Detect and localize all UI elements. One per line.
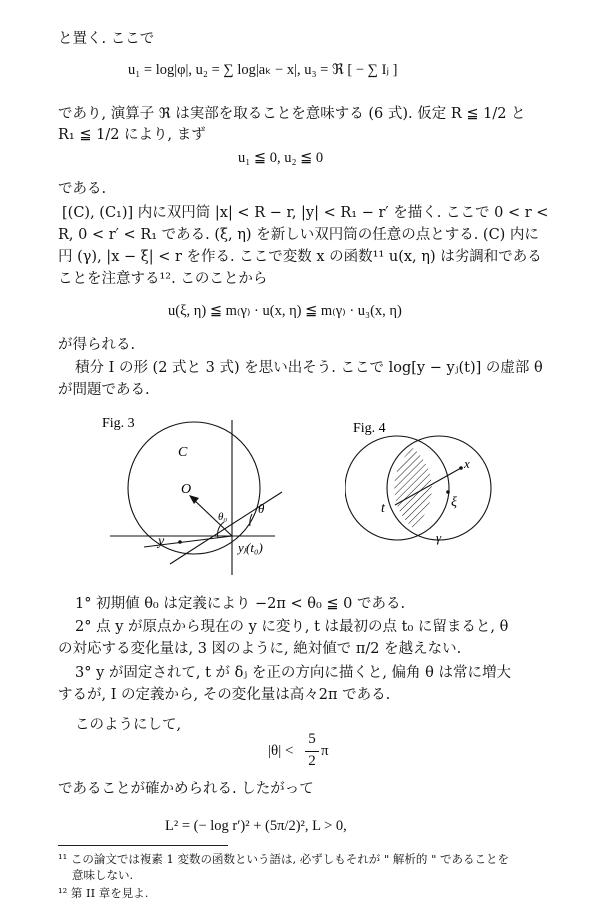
text-line: と置く. ここで (58, 31, 155, 47)
text-line: 3° y が固定されて, t が δⱼ を正の方向に描くと, 偏角 θ は常に増大 (75, 665, 511, 681)
eq4-lhs: |θ| < (268, 743, 294, 759)
label-gamma: γ (436, 530, 442, 545)
label-y: y (158, 534, 165, 549)
text-line: が問題である. (58, 382, 150, 398)
point-xi (446, 490, 450, 494)
fraction-bar (305, 751, 319, 752)
footnote-rule (58, 845, 228, 846)
text-line: 円 (γ), |x − ξ| < r を作る. ここで変数 x の函数¹¹ u(x, η) は劣調和である (58, 249, 542, 265)
text-line: ことを注意する¹². このことから (58, 271, 268, 287)
text-line: である. (58, 181, 107, 197)
fig4-title: Fig. 4 (353, 421, 386, 436)
text-line: 積分 I の形 (2 式と 3 式) を思い出そう. ここで log[y − yⱼ(t)] の虚部 θ (75, 360, 543, 376)
text-line: [(C), (C₁)] 内に双円筒 |x| < R − r, |y| < R₁ − r′ を描く. ここで 0 < r < (62, 205, 549, 221)
text-line: が得られる. (58, 337, 136, 353)
equation-L-squared: L² = (− log r′)² + (5π/2)², L > 0, (165, 818, 347, 834)
label-C: C (178, 445, 188, 460)
label-O: O (181, 482, 192, 497)
point-y (178, 540, 182, 544)
figure-4 (345, 410, 505, 550)
fig3-title: Fig. 3 (102, 416, 135, 431)
figure-3 (100, 410, 300, 580)
label-t: t (381, 501, 385, 516)
ray-line (170, 492, 282, 564)
text-line: の対応する変化量は, 3 図のように, 絶対値で π/2 を越えない. (58, 641, 462, 657)
eq4-pi: π (321, 743, 329, 759)
label-x: x (464, 456, 470, 471)
footnote-12: ¹² 第 II 章を見よ. (58, 886, 149, 900)
footnote-11-cont: 意味しない. (72, 868, 134, 882)
equation-u-bounds: u₁ ≦ 0, u₂ ≦ 0 (238, 150, 324, 166)
eq4-numerator: 5 (308, 731, 316, 747)
text-line: 1° 初期値 θ₀ は定義により −2π < θ₀ ≦ 0 である. (75, 596, 406, 612)
text-line: R₁ ≦ 1/2 により, まず (58, 127, 206, 143)
footnote-11: ¹¹ この論文では複素 1 変数の函数という語は, 必ずしもそれが " 解析的 " であることを (58, 852, 510, 866)
text-line: するが, I の定義から, その変化量は高々2π である. (58, 687, 391, 703)
equation-subharmonic: u(ξ, η) ≦ m₍γ₎ · u(x, η) ≦ m₍γ₎ · u₃(x, η) (168, 303, 402, 319)
text-line: であり, 演算子 ℜ は実部を取ることを意味する (6 式). 仮定 R ≦ 1/2 と (58, 106, 526, 122)
equation-u-definitions: u₁ = log|φ|, u₂ = ∑ log|aₖ − x|, u₃ = ℜ [ − ∑ Iⱼ ] (128, 62, 398, 78)
label-theta0: θ₀ (218, 511, 228, 523)
label-theta: θ (258, 501, 265, 516)
text-line: R, 0 < r′ < R₁ である. (ξ, η) を新しい双円筒の任意の点とする. (C) 内に (58, 227, 539, 243)
label-yj: yⱼ(t₀) (238, 540, 263, 555)
eq4-denominator: 2 (308, 753, 316, 769)
text-line: このようにして, (75, 717, 182, 733)
text-line: であることが確かめられる. したがって (58, 781, 314, 797)
label-xi: ξ (451, 495, 457, 510)
circle-C (128, 422, 260, 554)
point-x (459, 466, 463, 470)
text-line: 2° 点 y が原点から現在の y に変り, t は最初の点 t₀ に留まると, θ (75, 619, 509, 635)
